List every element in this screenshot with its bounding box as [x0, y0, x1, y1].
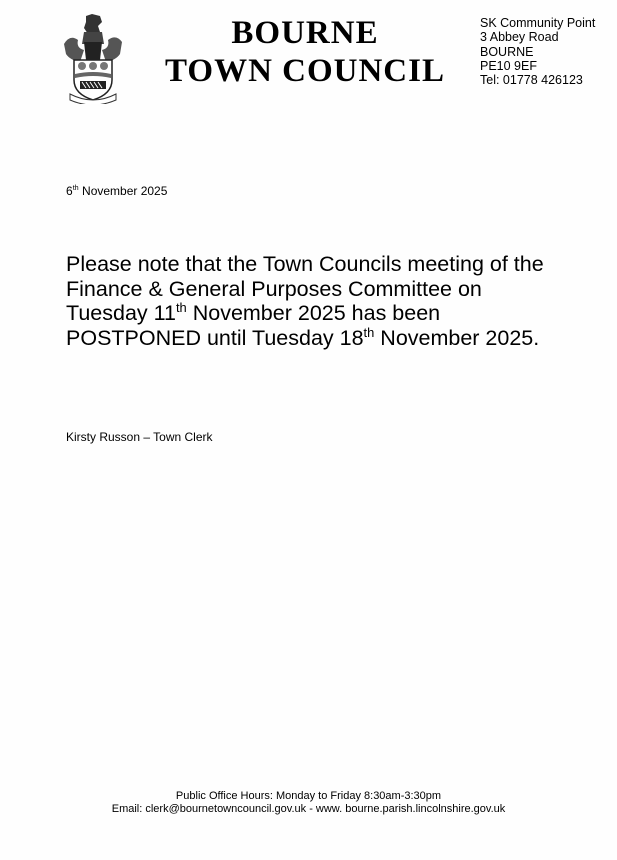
notice-line	[66, 326, 586, 351]
letter-date	[66, 184, 167, 198]
address-line: PE10 9EF	[480, 58, 537, 73]
date-rest: November 2025	[78, 184, 168, 198]
coat-of-arms-icon	[62, 14, 124, 104]
date-day: 6	[66, 184, 73, 198]
notice-line: Please note that the Town Councils meeting of the	[66, 252, 544, 276]
council-name-line2: TOWN COUNCIL	[164, 53, 445, 89]
postponement-notice	[66, 252, 586, 350]
telephone: Tel: 01778 426123	[480, 73, 583, 88]
address-line: BOURNE	[480, 44, 534, 59]
notice-text: Tuesday 11	[66, 301, 176, 326]
contact-details: Email: clerk@bournetowncouncil.gov.uk - www. bourne.parish.lincolnshire.gov.uk	[111, 803, 506, 815]
signature: Kirsty Russon – Town Clerk	[66, 430, 213, 444]
council-address	[480, 16, 595, 87]
notice-text: November 2025 has been	[186, 301, 441, 326]
notice-text: POSTPONED until Tuesday 18	[66, 325, 364, 350]
address-line: 3 Abbey Road	[480, 30, 559, 45]
notice-text: November 2025.	[374, 325, 540, 350]
office-hours: Public Office Hours: Monday to Friday 8:30am-3:30pm	[175, 790, 442, 802]
council-name	[150, 14, 460, 90]
council-name-line1: BOURNE	[231, 15, 379, 51]
ordinal-suffix: th	[175, 300, 187, 316]
notice-line: Finance & General Purposes Committee on	[66, 276, 482, 301]
date-suffix: th	[72, 183, 79, 192]
footer	[0, 790, 617, 816]
notice-line	[66, 301, 586, 326]
address-line: SK Community Point	[480, 16, 596, 30]
ordinal-suffix: th	[363, 324, 375, 340]
